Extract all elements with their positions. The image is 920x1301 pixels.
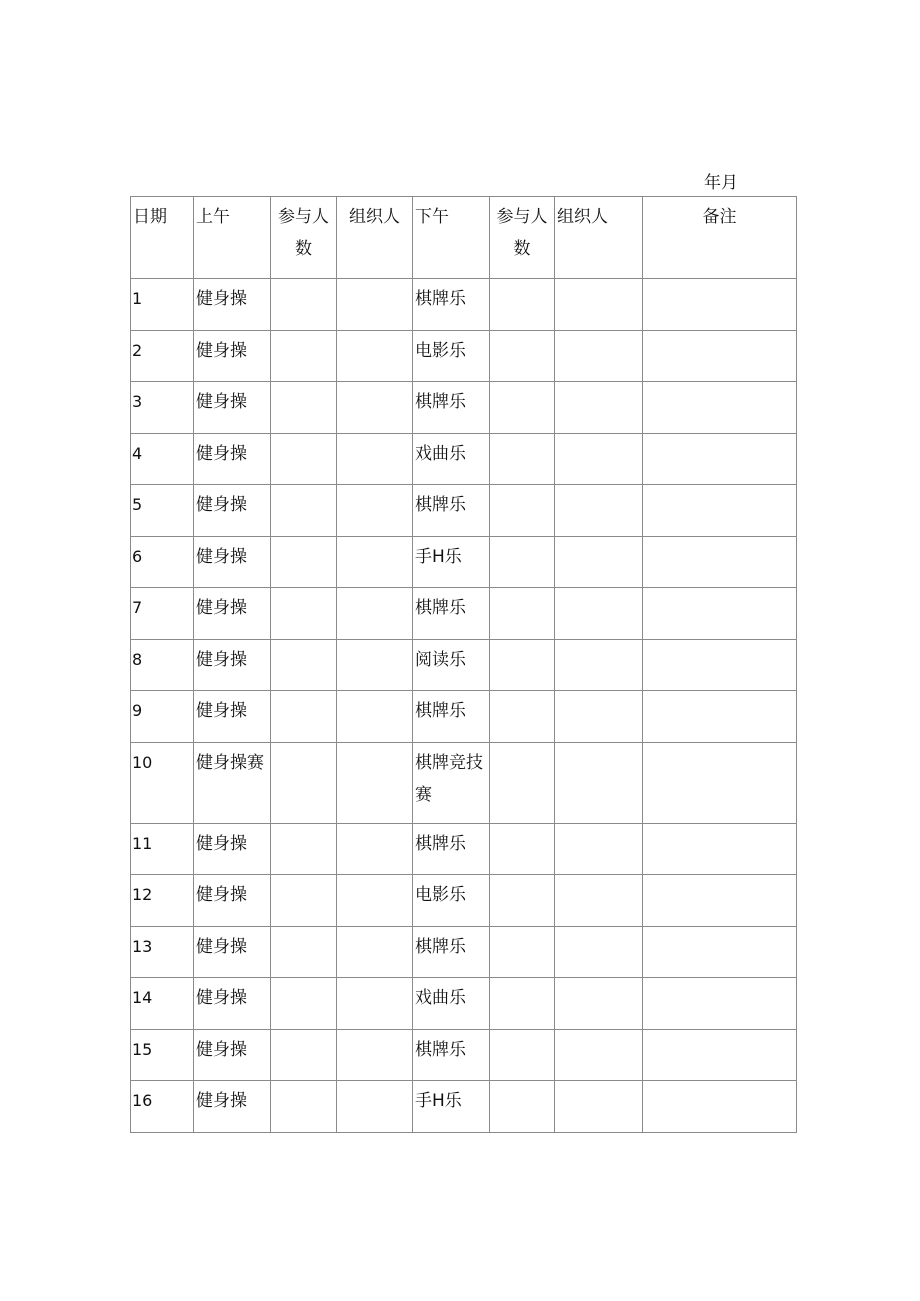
cell-afternoon-activity: 阅读乐 <box>413 639 490 691</box>
table-row <box>131 382 797 434</box>
cell-morning-organizer <box>337 382 413 434</box>
cell-afternoon-activity: 棋牌乐 <box>413 382 490 434</box>
table-row <box>131 639 797 691</box>
cell-afternoon-organizer <box>555 875 643 927</box>
cell-afternoon-participants <box>490 926 555 978</box>
cell-remarks <box>643 691 797 743</box>
table-row <box>131 536 797 588</box>
cell-afternoon-organizer <box>555 536 643 588</box>
cell-remarks <box>643 536 797 588</box>
table-row <box>131 875 797 927</box>
cell-morning-activity: 健身操 <box>194 588 271 640</box>
cell-date: 2 <box>131 330 194 382</box>
cell-remarks <box>643 433 797 485</box>
cell-afternoon-participants <box>490 639 555 691</box>
cell-morning-activity: 健身操赛 <box>194 742 271 823</box>
cell-date: 7 <box>131 588 194 640</box>
cell-morning-organizer <box>337 875 413 927</box>
table-row <box>131 330 797 382</box>
cell-morning-organizer <box>337 823 413 875</box>
cell-remarks <box>643 639 797 691</box>
cell-date: 12 <box>131 875 194 927</box>
cell-morning-organizer <box>337 588 413 640</box>
cell-afternoon-organizer <box>555 433 643 485</box>
cell-remarks <box>643 978 797 1030</box>
cell-afternoon-organizer <box>555 742 643 823</box>
cell-morning-activity: 健身操 <box>194 433 271 485</box>
cell-date: 16 <box>131 1081 194 1133</box>
header-afternoon-organizer: 组织人 <box>555 197 643 279</box>
cell-afternoon-participants <box>490 433 555 485</box>
cell-morning-organizer <box>337 433 413 485</box>
cell-remarks <box>643 823 797 875</box>
table-row <box>131 1081 797 1133</box>
cell-date: 13 <box>131 926 194 978</box>
cell-afternoon-participants <box>490 485 555 537</box>
cell-afternoon-activity: 手H乐 <box>413 1081 490 1133</box>
cell-afternoon-participants <box>490 382 555 434</box>
cell-afternoon-participants <box>490 1081 555 1133</box>
cell-morning-participants <box>271 823 337 875</box>
cell-morning-participants <box>271 875 337 927</box>
cell-afternoon-activity: 电影乐 <box>413 875 490 927</box>
cell-afternoon-participants <box>490 588 555 640</box>
cell-afternoon-activity: 棋牌竞技赛 <box>413 742 490 823</box>
cell-remarks <box>643 1029 797 1081</box>
cell-afternoon-activity: 棋牌乐 <box>413 1029 490 1081</box>
cell-morning-activity: 健身操 <box>194 1081 271 1133</box>
cell-morning-participants <box>271 742 337 823</box>
cell-date: 15 <box>131 1029 194 1081</box>
cell-remarks <box>643 875 797 927</box>
cell-morning-activity: 健身操 <box>194 485 271 537</box>
cell-afternoon-participants <box>490 691 555 743</box>
header-afternoon: 下午 <box>413 197 490 279</box>
cell-afternoon-activity: 棋牌乐 <box>413 691 490 743</box>
cell-morning-activity: 健身操 <box>194 382 271 434</box>
cell-morning-organizer <box>337 742 413 823</box>
header-morning-participants: 参与人数 <box>271 197 337 279</box>
cell-morning-participants <box>271 1029 337 1081</box>
cell-afternoon-participants <box>490 742 555 823</box>
cell-remarks <box>643 926 797 978</box>
year-month-label: 年月 <box>704 173 738 193</box>
cell-remarks <box>643 588 797 640</box>
cell-afternoon-participants <box>490 330 555 382</box>
cell-date: 6 <box>131 536 194 588</box>
cell-date: 1 <box>131 279 194 331</box>
cell-morning-activity: 健身操 <box>194 691 271 743</box>
cell-morning-organizer <box>337 1081 413 1133</box>
cell-afternoon-organizer <box>555 823 643 875</box>
header-morning-organizer: 组织人 <box>337 197 413 279</box>
cell-afternoon-participants <box>490 1029 555 1081</box>
table-row <box>131 926 797 978</box>
table-row <box>131 742 797 823</box>
cell-afternoon-activity: 棋牌乐 <box>413 823 490 875</box>
cell-afternoon-participants <box>490 536 555 588</box>
cell-afternoon-activity: 棋牌乐 <box>413 279 490 331</box>
cell-morning-activity: 健身操 <box>194 978 271 1030</box>
cell-morning-participants <box>271 978 337 1030</box>
cell-morning-participants <box>271 536 337 588</box>
cell-remarks <box>643 1081 797 1133</box>
cell-morning-organizer <box>337 536 413 588</box>
cell-afternoon-participants <box>490 875 555 927</box>
cell-morning-participants <box>271 382 337 434</box>
cell-date: 3 <box>131 382 194 434</box>
cell-date: 4 <box>131 433 194 485</box>
cell-afternoon-activity: 棋牌乐 <box>413 485 490 537</box>
cell-morning-participants <box>271 1081 337 1133</box>
table-row <box>131 823 797 875</box>
cell-morning-participants <box>271 330 337 382</box>
header-date: 日期 <box>131 197 194 279</box>
cell-afternoon-activity: 手H乐 <box>413 536 490 588</box>
cell-afternoon-activity: 棋牌乐 <box>413 588 490 640</box>
cell-afternoon-organizer <box>555 279 643 331</box>
cell-afternoon-participants <box>490 978 555 1030</box>
header-afternoon-participants: 参与人数 <box>490 197 555 279</box>
cell-morning-participants <box>271 691 337 743</box>
cell-date: 9 <box>131 691 194 743</box>
cell-morning-activity: 健身操 <box>194 1029 271 1081</box>
cell-afternoon-organizer <box>555 330 643 382</box>
cell-morning-activity: 健身操 <box>194 536 271 588</box>
cell-afternoon-organizer <box>555 485 643 537</box>
cell-afternoon-organizer <box>555 1029 643 1081</box>
cell-afternoon-activity: 戏曲乐 <box>413 978 490 1030</box>
table-row <box>131 1029 797 1081</box>
activity-schedule-table <box>130 196 797 1133</box>
table-row <box>131 588 797 640</box>
cell-remarks <box>643 279 797 331</box>
cell-morning-participants <box>271 588 337 640</box>
cell-date: 14 <box>131 978 194 1030</box>
cell-remarks <box>643 742 797 823</box>
header-remarks: 备注 <box>643 197 797 279</box>
cell-morning-participants <box>271 279 337 331</box>
cell-afternoon-activity: 电影乐 <box>413 330 490 382</box>
cell-morning-activity: 健身操 <box>194 279 271 331</box>
cell-afternoon-participants <box>490 823 555 875</box>
cell-remarks <box>643 330 797 382</box>
cell-morning-organizer <box>337 279 413 331</box>
cell-remarks <box>643 485 797 537</box>
cell-morning-organizer <box>337 691 413 743</box>
cell-morning-organizer <box>337 330 413 382</box>
cell-afternoon-organizer <box>555 382 643 434</box>
table-row <box>131 978 797 1030</box>
table-row <box>131 279 797 331</box>
cell-morning-organizer <box>337 639 413 691</box>
cell-afternoon-activity: 棋牌乐 <box>413 926 490 978</box>
header-morning: 上午 <box>194 197 271 279</box>
cell-morning-participants <box>271 433 337 485</box>
table-row <box>131 691 797 743</box>
cell-morning-participants <box>271 485 337 537</box>
cell-afternoon-participants <box>490 279 555 331</box>
cell-afternoon-activity: 戏曲乐 <box>413 433 490 485</box>
table-row <box>131 485 797 537</box>
cell-date: 8 <box>131 639 194 691</box>
cell-afternoon-organizer <box>555 691 643 743</box>
cell-date: 5 <box>131 485 194 537</box>
cell-afternoon-organizer <box>555 1081 643 1133</box>
cell-morning-activity: 健身操 <box>194 639 271 691</box>
cell-morning-participants <box>271 639 337 691</box>
cell-morning-activity: 健身操 <box>194 875 271 927</box>
cell-morning-organizer <box>337 1029 413 1081</box>
cell-remarks <box>643 382 797 434</box>
cell-afternoon-organizer <box>555 978 643 1030</box>
cell-morning-organizer <box>337 485 413 537</box>
cell-afternoon-organizer <box>555 926 643 978</box>
cell-afternoon-organizer <box>555 588 643 640</box>
cell-morning-organizer <box>337 978 413 1030</box>
cell-date: 10 <box>131 742 194 823</box>
cell-morning-activity: 健身操 <box>194 926 271 978</box>
table-header-row <box>131 197 797 279</box>
cell-morning-organizer <box>337 926 413 978</box>
cell-morning-activity: 健身操 <box>194 823 271 875</box>
cell-afternoon-organizer <box>555 639 643 691</box>
cell-morning-activity: 健身操 <box>194 330 271 382</box>
cell-morning-participants <box>271 926 337 978</box>
cell-date: 11 <box>131 823 194 875</box>
table-row <box>131 433 797 485</box>
